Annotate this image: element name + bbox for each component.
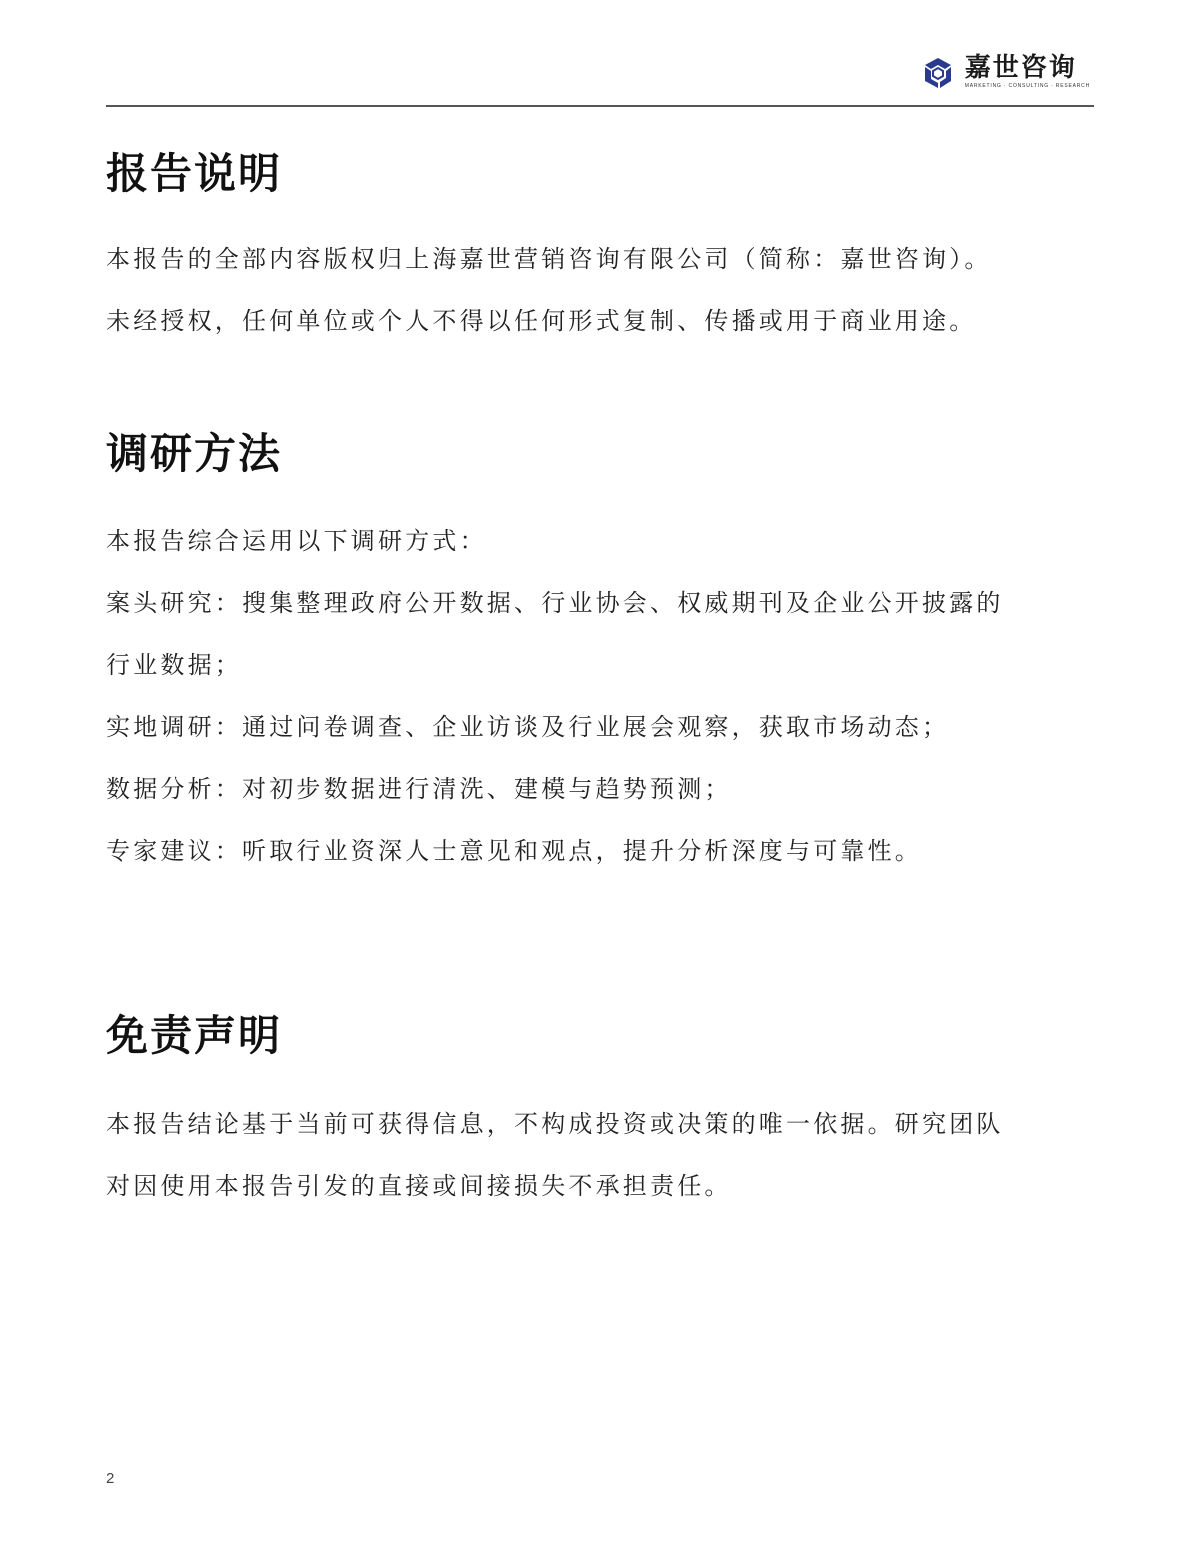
- paragraph-line: 行业数据；: [106, 651, 242, 679]
- page-number: 2: [106, 1470, 115, 1487]
- brand-text: [965, 54, 1090, 90]
- brand-name: 嘉世咨询: [964, 53, 1077, 83]
- paragraph-line: 对因使用本报告引发的直接或间接损失不承担责任。: [106, 1172, 732, 1200]
- section-body-report-notice: [106, 228, 1096, 352]
- section-title-disclaimer: 免责声明: [106, 1011, 283, 1060]
- section-title-research-method: 调研方法: [106, 429, 283, 478]
- jiashi-logo-icon: [921, 55, 955, 89]
- brand-tagline: MARKETING · CONSULTING · RESEARCH: [964, 83, 1090, 89]
- section-body-disclaimer: [106, 1093, 1096, 1217]
- paragraph-line: 本报告结论基于当前可获得信息，不构成投资或决策的唯一依据。研究团队: [106, 1110, 1004, 1138]
- paragraph-line: 案头研究：搜集整理政府公开数据、行业协会、权威期刊及企业公开披露的: [106, 589, 1004, 617]
- paragraph-line: 本报告的全部内容版权归上海嘉世营销咨询有限公司（简称：嘉世咨询）。: [106, 245, 992, 273]
- paragraph-line: 专家建议：听取行业资深人士意见和观点，提升分析深度与可靠性。: [106, 837, 922, 865]
- paragraph-line: 未经授权，任何单位或个人不得以任何形式复制、传播或用于商业用途。: [106, 307, 977, 335]
- brand-logo: [921, 54, 1090, 90]
- section-body-research-method: [106, 510, 1096, 882]
- section-title-report-notice: 报告说明: [106, 149, 283, 198]
- paragraph-line: 实地调研：通过问卷调查、企业访谈及行业展会观察，获取市场动态；: [106, 713, 950, 741]
- page-header: [106, 0, 1094, 107]
- paragraph-line: 数据分析：对初步数据进行清洗、建模与趋势预测；: [106, 775, 732, 803]
- paragraph-line: 本报告综合运用以下调研方式：: [106, 527, 487, 555]
